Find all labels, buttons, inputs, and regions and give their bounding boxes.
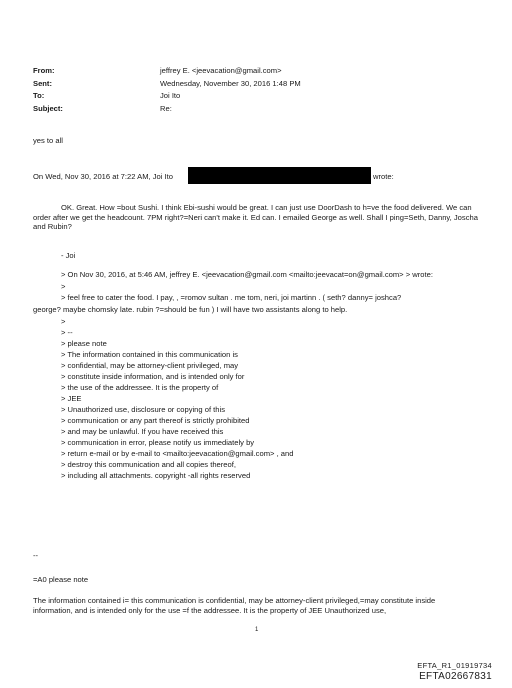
signature-dash: -- xyxy=(33,551,39,560)
quote-intro: On Wed, Nov 30, 2016 at 7:22 AM, Joi Ito xyxy=(33,172,174,181)
nested-header: > On Nov 30, 2016, at 5:46 AM, jeffrey E. <jeevacation@gmail.com <mailto:jeevacat=on@gmail.com> > wrote: xyxy=(61,270,433,279)
bates-id-small: EFTA_R1_01919734 xyxy=(417,661,492,670)
joi-message: OK. Great. How =bout Sushi. I think Ebi-sushi would be great. I can just use DoorDash to h=ve the food delivered. We can order after we get the headcount. 7PM right?=Neri can't make it. Ed can. I emailed George as well. Shall I ping=Seth, Danny, Joscha and Rubin? xyxy=(33,203,478,232)
disclaimer-line: > destroy this communication and all copies thereof, xyxy=(61,460,236,469)
nested-line-cont: george? maybe chomsky late. rubin ?=should be fun ) I will have two assistants along to help. xyxy=(33,305,348,314)
joi-signoff: - Joi xyxy=(61,251,76,260)
disclaimer-line: > return e-mail or by e-mail to <mailto:jeevacation@gmail.com> , and xyxy=(61,449,294,458)
to-label: To: xyxy=(33,91,45,100)
signature-note: =A0 please note xyxy=(33,575,89,584)
redaction-box xyxy=(188,167,371,184)
disclaimer-line: > confidential, may be attorney-client privileged, may xyxy=(61,361,239,370)
disclaimer-line: > communication or any part thereof is strictly prohibited xyxy=(61,416,250,425)
nested-dash: > -- xyxy=(61,328,73,337)
disclaimer-line: > the use of the addressee. It is the property of xyxy=(61,383,219,392)
disclaimer-line: > including all attachments. copyright -all rights reserved xyxy=(61,471,251,480)
final-disclaimer: The information contained i= this communication is confidential, may be attorney-client privileged,=may constitute inside information, and is intended only for the use =f the addressee. It is the property of JEE Unauthorized use, xyxy=(33,596,436,615)
subject-label: Subject: xyxy=(33,104,63,113)
quote-intro-wrote: wrote: xyxy=(373,172,394,181)
bates-id-large: EFTA02667831 xyxy=(419,671,492,682)
reply-text: yes to all xyxy=(33,136,63,145)
disclaimer-line: > JEE xyxy=(61,394,82,403)
sent-value: Wednesday, November 30, 2016 1:48 PM xyxy=(160,79,301,88)
disclaimer-line: > Unauthorized use, disclosure or copying of this xyxy=(61,405,225,414)
disclaimer-line: > constitute inside information, and is intended only for xyxy=(61,372,245,381)
nested-line: > feel free to cater the food. I pay, , =romov sultan . me tom, neri, joi martinn . ( seth? danny= joshca? xyxy=(61,293,402,302)
subject-value: Re: xyxy=(160,104,172,113)
nested-gt: > xyxy=(61,317,66,326)
to-value: Joi Ito xyxy=(160,91,181,100)
page-number: 1 xyxy=(255,627,259,633)
disclaimer-line: > and may be unlawful. If you have received this xyxy=(61,427,224,436)
sent-label: Sent: xyxy=(33,79,52,88)
disclaimer-line: > communication in error, please notify us immediately by xyxy=(61,438,255,447)
disclaimer-line: > The information contained in this communication is xyxy=(61,350,238,359)
from-value: jeffrey E. <jeevacation@gmail.com> xyxy=(160,66,282,75)
nested-gt: > xyxy=(61,282,66,291)
from-label: From: xyxy=(33,66,55,75)
disclaimer-line: > please note xyxy=(61,339,107,348)
